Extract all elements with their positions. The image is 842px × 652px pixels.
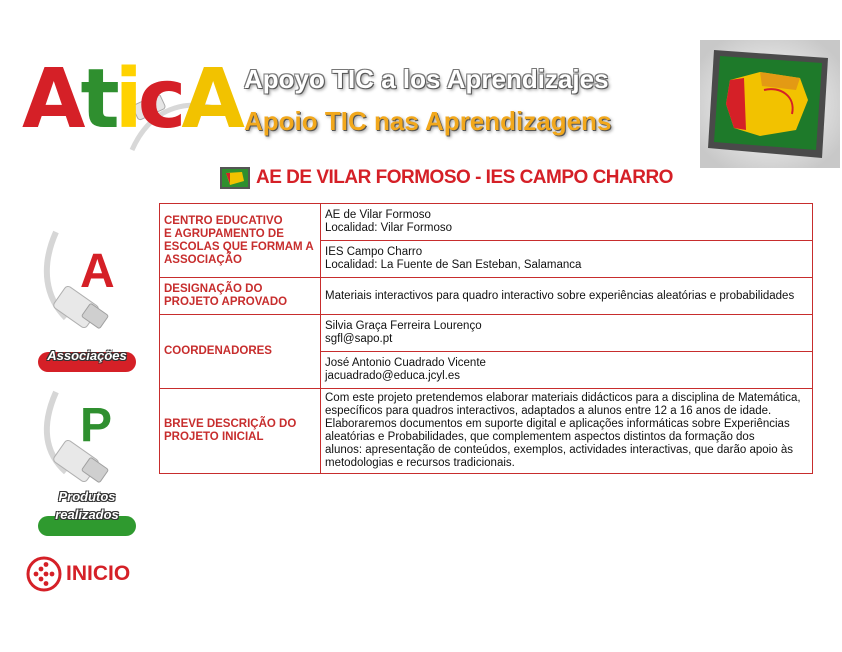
centro-value-2	[321, 241, 813, 278]
table-row	[160, 315, 813, 352]
title-spanish: Apoyo TIC a los Aprendizajes	[244, 64, 609, 94]
descricao-value	[321, 389, 813, 474]
inicio-label: INICIO	[66, 562, 131, 585]
coordenador-2-name: José Antonio Cuadrado Vicente	[325, 357, 486, 369]
descricao-label-line: BREVE DESCRIÇÃO DO	[164, 418, 297, 430]
nav-produtos-label-line1: Produtos	[58, 489, 116, 504]
centro-value-1	[321, 204, 813, 241]
coordenador-2-email: jacuadrado@educa.jcyl.es	[325, 370, 461, 382]
centro-label	[160, 204, 321, 278]
descricao-line: alunos: apresentação de conteúdos, exemplos, actividades interactivas, que darão apoio às	[325, 444, 793, 456]
centro-1-name: AE de Vilar Formoso	[325, 209, 431, 221]
school-heading	[220, 165, 673, 191]
descricao-line: Elaboraremos documentos em suporte digital e aplicações informáticas sobre Experiências	[325, 418, 790, 430]
coordenador-1	[321, 315, 813, 352]
inicio-link[interactable]	[26, 556, 130, 592]
centro-label-line: E AGRUPAMENTO DE	[164, 227, 284, 240]
table-row	[160, 278, 813, 315]
nav-associacoes-letter: A	[80, 245, 115, 298]
nav-associacoes[interactable]	[36, 228, 136, 378]
designacao-label	[160, 278, 321, 315]
centro-label-line: CENTRO EDUCATIVO	[164, 214, 283, 227]
nav-produtos[interactable]	[36, 388, 136, 538]
descricao-label	[160, 389, 321, 474]
table-row	[160, 204, 813, 241]
designacao-value: Materiais interactivos para quadro interactivo sobre experiências aleatórias e probabilidades	[321, 278, 813, 315]
atica-logo	[22, 52, 240, 147]
coordenadores-label: COORDENADORES	[160, 315, 321, 389]
centro-label-line: ESCOLAS QUE FORMAM A	[164, 240, 314, 253]
coordenador-1-name: Silvia Graça Ferreira Lourenço	[325, 320, 482, 332]
designacao-label-line: DESIGNAÇÃO DO	[164, 283, 263, 295]
project-info-table	[159, 203, 813, 474]
descricao-line: específicos para quadros interactivos, adaptados a alunos entre 12 a 16 anos de idade.	[325, 405, 772, 417]
nav-produtos-label	[36, 488, 138, 524]
descricao-line: Com este projeto pretendemos elaborar materiais didácticos para a disciplina de Matemática,	[325, 392, 801, 404]
nav-produtos-letter: P	[80, 399, 113, 452]
title-portuguese: Apoio TIC nas Aprendizagens	[244, 106, 612, 136]
descricao-line: metodologias e recursos tradicionais.	[325, 457, 515, 469]
nav-produtos-label-line2: realizados	[55, 507, 119, 522]
centro-2-locality: Localidad: La Fuente de San Esteban, Salamanca	[325, 259, 582, 271]
table-row	[160, 389, 813, 474]
iberia-map-icon	[700, 40, 840, 168]
designacao-label-line: PROJETO APROVADO	[164, 296, 288, 308]
home-arrow-icon	[26, 556, 62, 592]
descricao-label-line: PROJETO INICIAL	[164, 431, 264, 443]
descricao-line: aleatórias e Probabilidades, que complementem aspectos distintos da formação dos	[325, 431, 755, 443]
coordenador-2	[321, 352, 813, 389]
map-flag-icon	[220, 167, 250, 189]
nav-associacoes-label: Associações	[47, 348, 127, 363]
school-heading-text: AE DE VILAR FORMOSO - IES CAMPO CHARRO	[256, 167, 673, 188]
centro-2-name: IES Campo Charro	[325, 246, 423, 258]
logo-wordmark: AticA	[22, 52, 240, 147]
centro-1-locality: Localidad: Vilar Formoso	[325, 222, 452, 234]
coordenador-1-email: sgfl@sapo.pt	[325, 333, 393, 345]
centro-label-line: ASSOCIAÇÃO	[164, 253, 242, 266]
